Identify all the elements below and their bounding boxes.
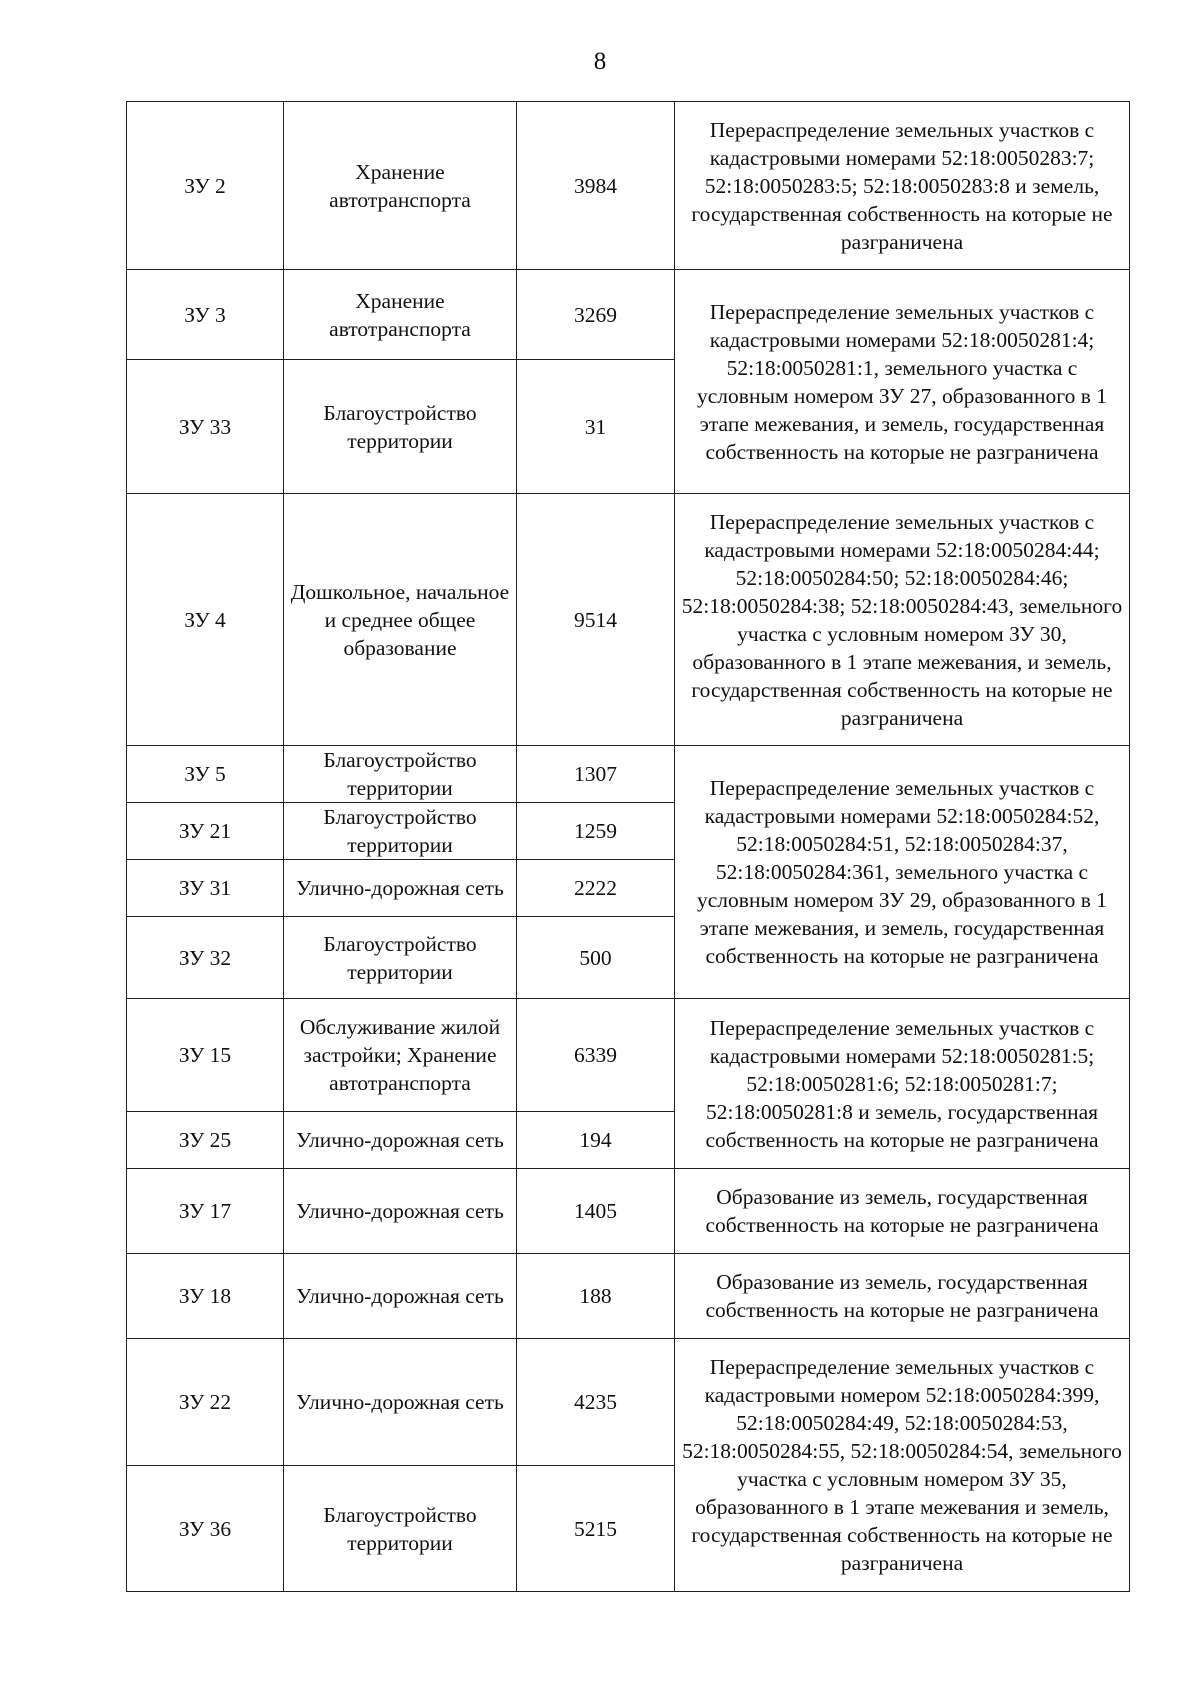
permitted-use-cell: Хранение автотранспорта [284,102,517,270]
area-cell: 1259 [517,803,675,860]
plot-number-cell: ЗУ 25 [127,1112,284,1169]
permitted-use-cell: Улично-дорожная сеть [284,1112,517,1169]
permitted-use-cell: Благоустройство территории [284,360,517,494]
table-row [127,494,1130,746]
area-cell: 500 [517,917,675,999]
formation-method-cell: Перераспределение земельных участков с кадастровыми номерами 52:18:0050284:44; 52:18:0050284:50; 52:18:0050284:46; 52:18:0050284:38; 52:18:0050284:43, земельного участка с условным номером ЗУ 30, образованного в 1 этапе межевания, и земель, государственная собственность на которые не разграничена [675,494,1130,746]
plot-number-cell: ЗУ 21 [127,803,284,860]
permitted-use-cell: Обслуживание жилой застройки; Хранение автотранспорта [284,999,517,1112]
formation-method-cell: Перераспределение земельных участков с кадастровыми номерами 52:18:0050284:52, 52:18:0050284:51, 52:18:0050284:37, 52:18:0050284:361, земельного участка с условным номером ЗУ 29, образованного в 1 этапе межевания, и земель, государственная собственность на которые не разграничена [675,746,1130,999]
permitted-use-cell: Благоустройство территории [284,1466,517,1592]
plot-number-cell: ЗУ 15 [127,999,284,1112]
permitted-use-cell: Благоустройство территории [284,917,517,999]
area-cell: 3269 [517,270,675,360]
area-cell: 5215 [517,1466,675,1592]
area-cell: 1307 [517,746,675,803]
table-row [127,102,1130,270]
permitted-use-cell: Благоустройство территории [284,746,517,803]
area-cell: 2222 [517,860,675,917]
table-row [127,270,1130,360]
formation-method-cell: Образование из земель, государственная собственность на которые не разграничена [675,1169,1130,1254]
permitted-use-cell: Улично-дорожная сеть [284,1254,517,1339]
permitted-use-cell: Хранение автотранспорта [284,270,517,360]
area-cell: 4235 [517,1339,675,1466]
plot-number-cell: ЗУ 5 [127,746,284,803]
area-cell: 9514 [517,494,675,746]
land-plots-table [126,101,1130,1592]
permitted-use-cell: Дошкольное, начальное и среднее общее образование [284,494,517,746]
formation-method-cell: Образование из земель, государственная собственность на которые не разграничена [675,1254,1130,1339]
plot-number-cell: ЗУ 2 [127,102,284,270]
permitted-use-cell: Благоустройство территории [284,803,517,860]
formation-method-cell: Перераспределение земельных участков с кадастровыми номером 52:18:0050284:399, 52:18:0050284:49, 52:18:0050284:53, 52:18:0050284:55, 52:18:0050284:54, земельного участка с условным номером ЗУ 35, образованного в 1 этапе межевания и земель, государственная собственность на которые не разграничена [675,1339,1130,1592]
area-cell: 3984 [517,102,675,270]
permitted-use-cell: Улично-дорожная сеть [284,1169,517,1254]
plot-number-cell: ЗУ 17 [127,1169,284,1254]
formation-method-cell: Перераспределение земельных участков с кадастровыми номерами 52:18:0050281:4; 52:18:0050281:1, земельного участка с условным номером ЗУ 27, образованного в 1 этапе межевания, и земель, государственная собственность на которые не разграничена [675,270,1130,494]
area-cell: 1405 [517,1169,675,1254]
plot-number-cell: ЗУ 18 [127,1254,284,1339]
plot-number-cell: ЗУ 4 [127,494,284,746]
formation-method-cell: Перераспределение земельных участков с кадастровыми номерами 52:18:0050283:7; 52:18:0050283:5; 52:18:0050283:8 и земель, государственная собственность на которые не разграничена [675,102,1130,270]
table-row [127,1169,1130,1254]
table-row [127,999,1130,1112]
plot-number-cell: ЗУ 22 [127,1339,284,1466]
table-row [127,1339,1130,1466]
formation-method-cell: Перераспределение земельных участков с кадастровыми номерами 52:18:0050281:5; 52:18:0050281:6; 52:18:0050281:7; 52:18:0050281:8 и земель, государственная собственность на которые не разграничена [675,999,1130,1169]
permitted-use-cell: Улично-дорожная сеть [284,860,517,917]
area-cell: 188 [517,1254,675,1339]
area-cell: 31 [517,360,675,494]
permitted-use-cell: Улично-дорожная сеть [284,1339,517,1466]
area-cell: 194 [517,1112,675,1169]
plot-number-cell: ЗУ 36 [127,1466,284,1592]
table-row [127,746,1130,803]
page-number: 8 [593,48,607,75]
area-cell: 6339 [517,999,675,1112]
table-row [127,1254,1130,1339]
plot-number-cell: ЗУ 31 [127,860,284,917]
plot-number-cell: ЗУ 32 [127,917,284,999]
plot-number-cell: ЗУ 33 [127,360,284,494]
plot-number-cell: ЗУ 3 [127,270,284,360]
